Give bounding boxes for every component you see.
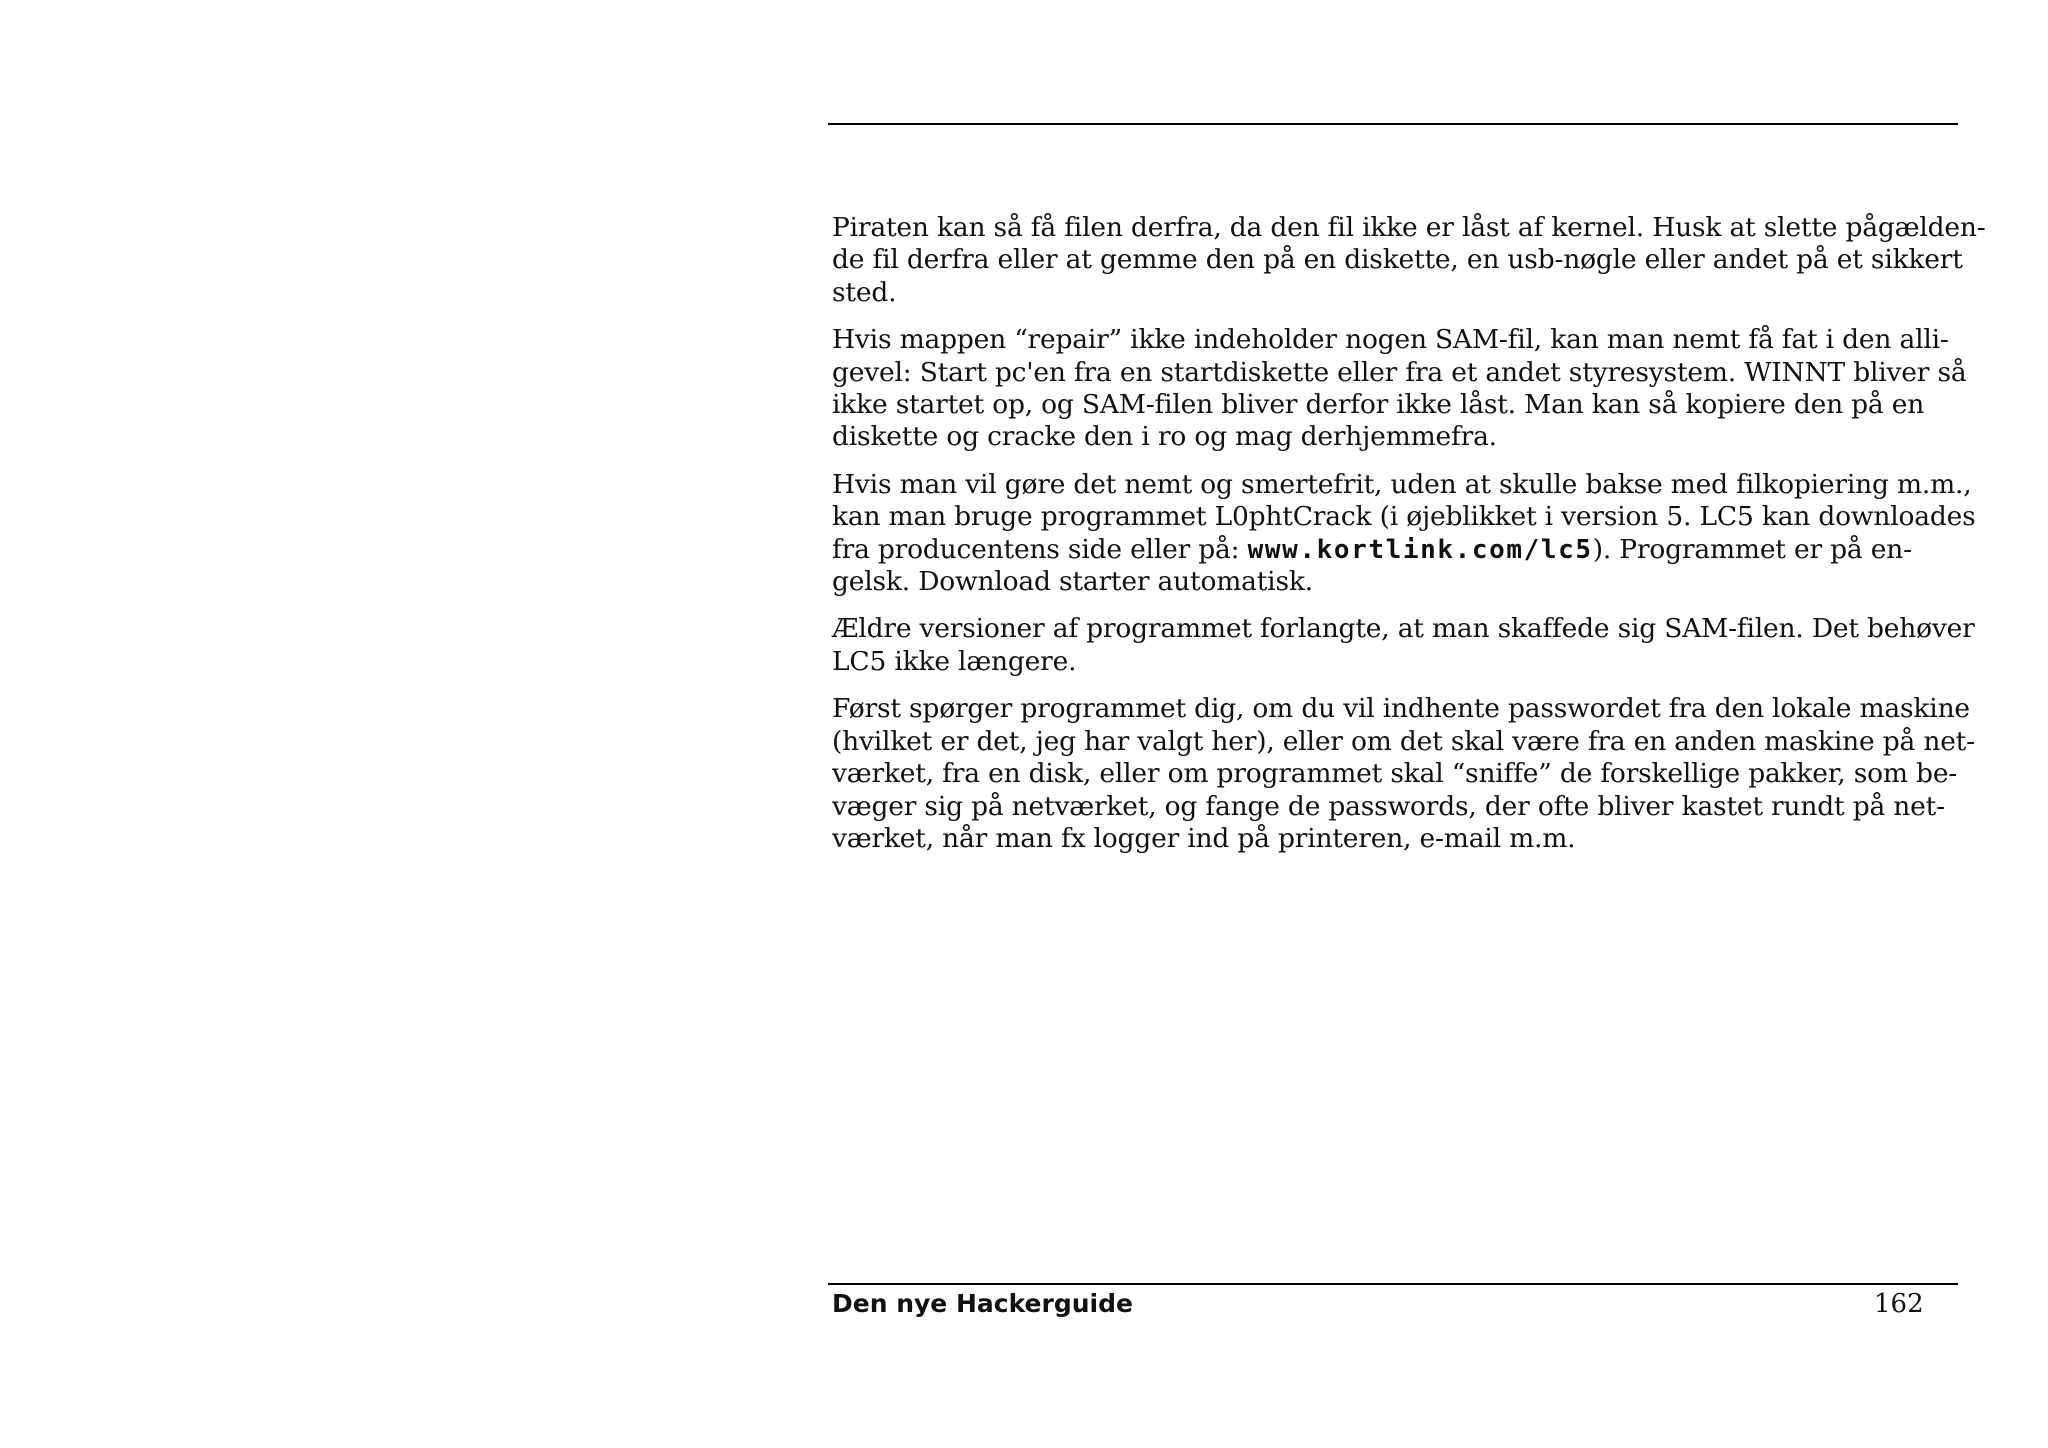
body-text [832,212,1986,870]
text-line: gelsk. Download starter automatisk. [832,566,1313,598]
text-line: LC5 ikke længere. [832,645,1077,677]
text-line: kan man bruge programmet L0phtCrack (i øjeblikket i version 5. LC5 kan downloades [832,501,1976,533]
text-line: Ældre versioner af programmet forlangte, at man skaffede sig SAM-filen. Det behøver [832,613,1975,645]
url-line-before: fra producentens side eller på: [832,533,1248,565]
footer-rule [828,1283,1958,1285]
text-line: diskette og cracke den i ro og mag derhjemmefra. [832,421,1497,453]
header-rule [828,123,1958,125]
download-url-link[interactable]: www.kortlink.com/lc5 [1247,534,1593,565]
text-line: Hvis man vil gøre det nemt og smertefrit, uden at skulle bakse med filkopiering m.m., [832,468,1972,500]
page-number: 162 [1874,1289,1924,1319]
text-line-with-url [832,534,1958,566]
paragraph-2 [832,324,1967,454]
text-line: Først spørger programmet dig, om du vil indhente passwordet fra den lokale maskine [832,693,1970,725]
text-line: sted. [832,276,897,308]
text-line: ikke startet op, og SAM-filen bliver derfor ikke låst. Man kan så kopiere den på en [832,389,1925,421]
text-line: Piraten kan så få filen derfra, da den fil ikke er låst af kernel. Husk at slette pågælden- [832,212,1986,243]
text-line: Hvis mappen “repair” ikke indeholder nogen SAM-fil, kan man nemt få fat i den alli- [832,324,1949,356]
url-line-after: ). Programmet er på en- [1592,533,1912,565]
text-line: (hvilket er det, jeg har valgt her), eller om det skal være fra en anden maskine på net- [832,725,1975,757]
text-line: de fil derfra eller at gemme den på en diskette, en usb-nøgle eller andet på et sikkert [832,244,1963,276]
footer-book-title: Den nye Hackerguide [832,1289,1133,1318]
paragraph-3 [832,468,1976,599]
paragraph-5 [832,693,1975,855]
text-line: værket, når man fx logger ind på printeren, e-mail m.m. [832,822,1576,854]
text-line: væger sig på netværket, og fange de passwords, der ofte bliver kastet rundt på net- [832,790,1945,822]
text-line: værket, fra en disk, eller om programmet skal “sniffe” de forskellige pakker, som be- [832,758,1958,790]
paragraph-4 [832,613,1975,678]
text-line: gevel: Start pc'en fra en startdiskette eller fra et andet styresystem. WINNT bliver så [832,356,1967,388]
paragraph-1 [832,212,1986,309]
